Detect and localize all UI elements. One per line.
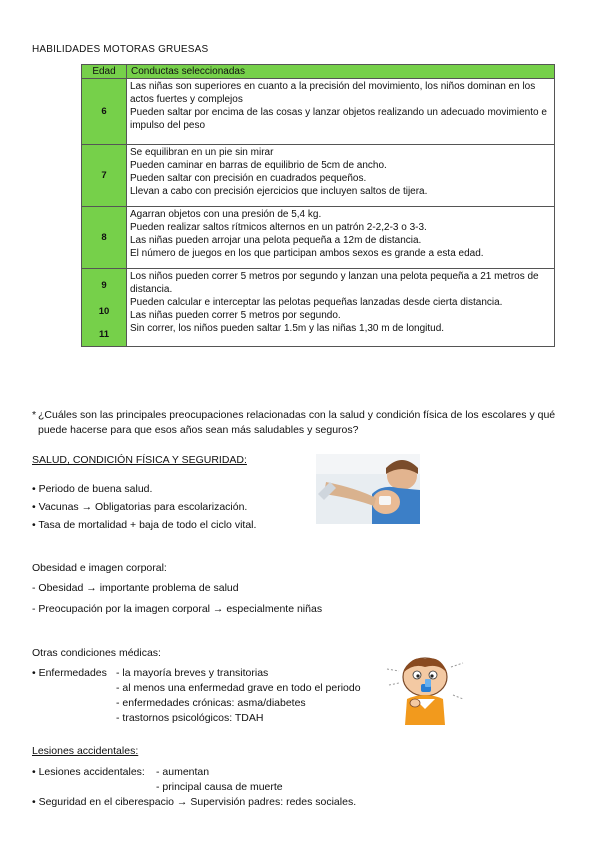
- conduct-item: Pueden realizar saltos rítmicos alternos en un patrón 2-2,2-3 o 3-3.: [130, 222, 427, 233]
- obesidad-item: - Obesidad → importante problema de salud: [32, 582, 239, 594]
- conduct-cell: [127, 79, 555, 145]
- lesiones-label: • Lesiones accidentales:: [32, 766, 145, 778]
- salud-item: • Periodo de buena salud.: [32, 483, 153, 495]
- conduct-item: Las niñas pueden arrojar una pelota pequeña a 12m de distancia.: [130, 235, 422, 246]
- header-age: Edad: [82, 65, 127, 79]
- otras-heading: Otras condiciones médicas:: [32, 647, 161, 659]
- conduct-item: Pueden caminar en barras de equilibrio de 5cm de ancho.: [130, 160, 387, 171]
- header-conduct: Conductas seleccionadas: [127, 65, 555, 79]
- age-cell: 7: [82, 145, 127, 207]
- salud-item: • Vacunas → Obligatorias para escolarización.: [32, 501, 248, 513]
- conduct-item: Sin correr, los niños pueden saltar 1.5m y las niñas 1,30 m de longitud.: [130, 323, 445, 334]
- conduct-item: Pueden saltar por encima de las cosas y lanzar objetos realizando un adecuado movimiento e impulso del peso: [130, 107, 547, 131]
- table-row: [82, 79, 555, 145]
- table-header-row: [82, 65, 555, 79]
- age-label: 9: [101, 280, 107, 291]
- age-label: 11: [98, 329, 110, 340]
- table-row: [82, 269, 555, 347]
- conduct-cell: [127, 207, 555, 269]
- age-cell: 8: [82, 207, 127, 269]
- question-text: ¿Cuáles son las principales preocupaciones relacionadas con la salud y condición física de los escolares y qué puede hacerse para que esos años sean más saludables y seguros?: [38, 409, 556, 436]
- enfermedades-item: - la mayoría breves y transitorias: [116, 667, 269, 679]
- age-label: 10: [98, 306, 110, 317]
- conduct-item: Pueden calcular e interceptar las pelotas pequeñas lanzadas desde cierta distancia.: [130, 297, 503, 308]
- conduct-item: El número de juegos en los que participan ambos sexos es grande a esta edad.: [130, 248, 484, 259]
- conduct-item: Los niños pueden correr 5 metros por segundo y lanzan una pelota pequeña a 21 metros de distancia.: [130, 271, 539, 295]
- conduct-item: Se equilibran en un pie sin mirar: [130, 147, 274, 158]
- conduct-item: Llevan a cabo con precisión ejercicios que incluyen saltos de tijera.: [130, 186, 428, 197]
- enfermedades-label: • Enfermedades: [32, 667, 107, 679]
- ciberespacio-item: • Seguridad en el ciberespacio → Supervisión padres: redes sociales.: [32, 796, 357, 808]
- conduct-item: Agarran objetos con una presión de 5,4 kg.: [130, 209, 322, 220]
- age-cell: [82, 269, 127, 347]
- conduct-item: Pueden saltar con precisión en cuadrados pequeños.: [130, 173, 367, 184]
- table-row: [82, 145, 555, 207]
- lesiones-item: - principal causa de muerte: [156, 781, 283, 793]
- conduct-cell: [127, 145, 555, 207]
- enfermedades-item: - al menos una enfermedad grave en todo el periodo: [116, 682, 361, 694]
- enfermedades-item: - trastornos psicológicos: TDAH: [116, 712, 264, 724]
- question-bullet: *: [32, 409, 37, 421]
- vaccination-illustration-icon: [316, 454, 420, 524]
- vaccination-photo: [316, 454, 420, 524]
- conduct-cell: [127, 269, 555, 347]
- salud-item: • Tasa de mortalidad + baja de todo el ciclo vital.: [32, 519, 257, 531]
- motor-skills-table: [81, 64, 555, 347]
- obesidad-item: - Preocupación por la imagen corporal → especialmente niñas: [32, 603, 323, 615]
- asthma-inhaler-icon: [385, 655, 465, 725]
- inhaler-cartoon: [385, 655, 465, 725]
- conduct-item: Las niñas pueden correr 5 metros por segundo.: [130, 310, 341, 321]
- salud-heading: SALUD, CONDICIÓN FÍSICA Y SEGURIDAD:: [32, 454, 247, 466]
- age-cell: 6: [82, 79, 127, 145]
- enfermedades-item: - enfermedades crónicas: asma/diabetes: [116, 697, 306, 709]
- lesiones-item: - aumentan: [156, 766, 210, 778]
- question-block: [32, 408, 572, 438]
- conduct-item: Las niñas son superiores en cuanto a la precisión del movimiento, los niños dominan en los actos fuertes y complejos: [130, 81, 536, 105]
- table-row: [82, 207, 555, 269]
- obesidad-heading: Obesidad e imagen corporal:: [32, 562, 167, 574]
- page-title: HABILIDADES MOTORAS GRUESAS: [32, 44, 209, 55]
- lesiones-heading: Lesiones accidentales:: [32, 745, 139, 757]
